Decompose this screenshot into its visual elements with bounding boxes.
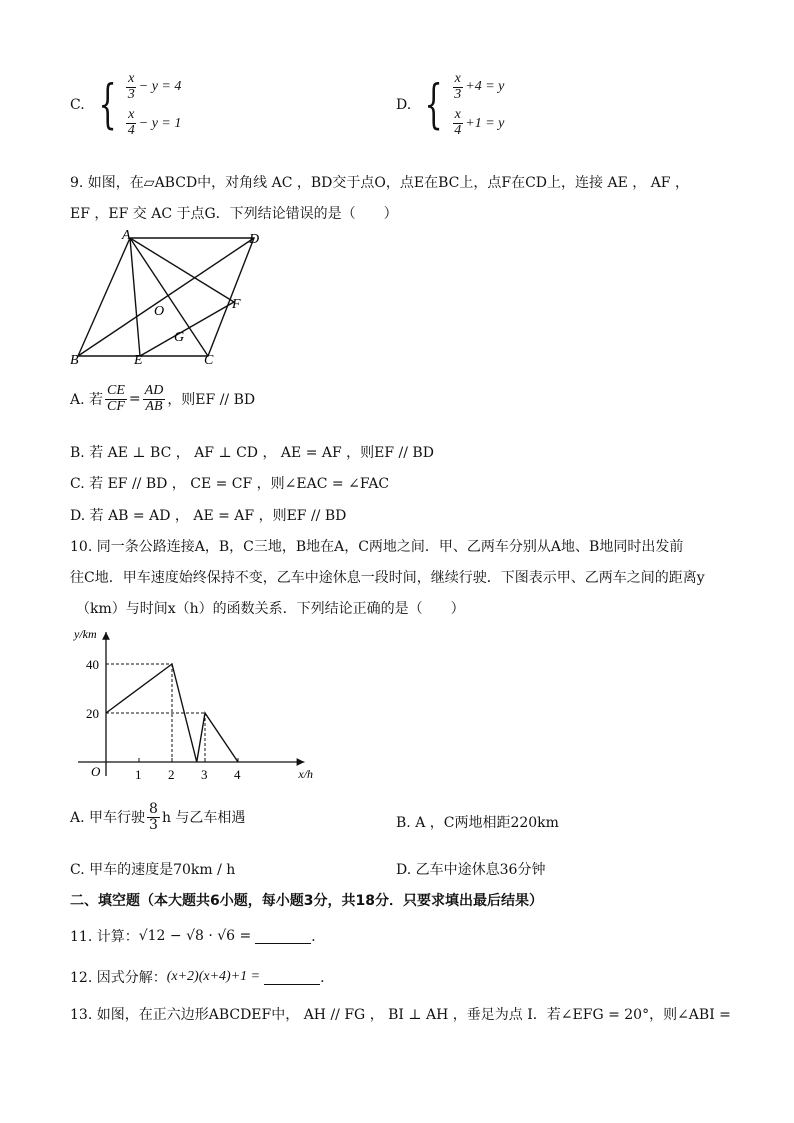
- q10-stem-line3: （km）与时间x（h）的函数关系．下列结论正确的是（ ）: [76, 601, 465, 617]
- option-label: C.: [70, 97, 85, 114]
- label-a: A: [122, 228, 131, 243]
- q10-option-a[interactable]: A. 甲车行驶 $\frac{8}{3}$ h 与乙车相遇: [70, 801, 246, 833]
- label-e: E: [134, 353, 143, 368]
- label-o: O: [154, 304, 165, 319]
- brace: {: [424, 75, 443, 136]
- origin-label: O: [91, 764, 101, 779]
- section-heading: 二、填空题（本大题共6小题，每小题3分，共18分．只要求填出最后结果）: [70, 893, 543, 909]
- q10-option-c[interactable]: C. 甲车的速度是70km / h: [70, 862, 236, 878]
- q9-stem-line2: EF ，EF 交 AC 于点G．下列结论错误的是（ ）: [70, 206, 398, 222]
- q9-option-a[interactable]: A. 若 $\frac{CE}{CF}$ = $\frac{AD}{AB}$ ，则EF // BD: [70, 383, 256, 414]
- x-axis-label: x/h: [298, 767, 314, 781]
- y-axis-label: y/km: [74, 627, 97, 641]
- diagonal-ac: [130, 238, 208, 356]
- q11: 11. 计算： √12 − √8 · √6 = ．: [70, 928, 326, 945]
- y-tick-label: 20: [86, 706, 99, 721]
- q13-stem: 13. 如图，在正六边形ABCDEF中， AH // FG ， BI ⊥ AH ，垂足为点 I．若∠EFG = 20°，则∠ABI =: [70, 1007, 731, 1023]
- q11-expression: √12 − √8 · √6 =: [138, 928, 252, 944]
- q12: 12. 因式分解： (x+2)(x+4)+1 = ．: [70, 969, 335, 986]
- distance-time-chart: [66, 622, 314, 782]
- label-f: F: [232, 297, 241, 312]
- q10-stem-line1: 10. 同一条公路连接A，B，C三地，B地在A，C两地之间．甲、乙两车分别从A地、B地同时出发前: [70, 539, 684, 555]
- answer-blank[interactable]: [264, 970, 320, 985]
- answer-blank[interactable]: [255, 929, 311, 944]
- equation-rest: +1 = y: [465, 115, 505, 131]
- q8-option-d[interactable]: D. { $\frac{x}{3}$ +4 = y $\frac{x}{4}$ +1 = y: [396, 71, 505, 139]
- label-g: G: [174, 330, 185, 345]
- q8-option-c[interactable]: C. { $\frac{x}{3}$ − y = 4 $\frac{x}{4}$ − y = 1: [70, 71, 182, 139]
- label-b: B: [70, 353, 79, 368]
- q10-option-d[interactable]: D. 乙车中途休息36分钟: [396, 862, 546, 878]
- y-tick-label: 40: [86, 657, 99, 672]
- segment-ae: [130, 238, 140, 356]
- parallelogram-figure: [66, 228, 266, 370]
- q9-option-c[interactable]: C. 若 EF // BD ， CE = CF ，则∠EAC = ∠FAC: [70, 476, 390, 492]
- q9-stem-line1: 9. 如图，在▱ABCD中，对角线 AC ，BD交于点O，点E在BC上，点F在CD上，连接 AE ， AF ，: [70, 175, 689, 191]
- brace: {: [98, 75, 117, 136]
- segment-af: [130, 238, 234, 302]
- label-c: C: [204, 353, 214, 368]
- equation-rest: − y = 4: [138, 79, 182, 95]
- x-tick-label: 2: [168, 767, 175, 782]
- q9-option-b[interactable]: B. 若 AE ⊥ BC ， AF ⊥ CD ， AE = AF ，则EF // BD: [70, 445, 434, 461]
- q9-option-d[interactable]: D. 若 AB = AD ， AE = AF ，则EF // BD: [70, 508, 347, 524]
- q10-option-b[interactable]: B. A ，C两地相距220km: [396, 815, 559, 831]
- q12-expression: (x+2)(x+4)+1 =: [166, 969, 261, 984]
- q10-stem-line2: 往C地．甲车速度始终保持不变，乙车中途休息一段时间，继续行驶．下图表示甲、乙两车之间的距离y: [70, 570, 705, 586]
- equation-rest: +4 = y: [465, 79, 505, 95]
- x-tick-label: 4: [234, 767, 241, 782]
- option-label: D.: [396, 97, 412, 114]
- x-tick-label: 3: [201, 767, 208, 782]
- equation-rest: − y = 1: [138, 115, 182, 131]
- x-tick-label: 1: [135, 767, 142, 782]
- label-d: D: [249, 232, 260, 247]
